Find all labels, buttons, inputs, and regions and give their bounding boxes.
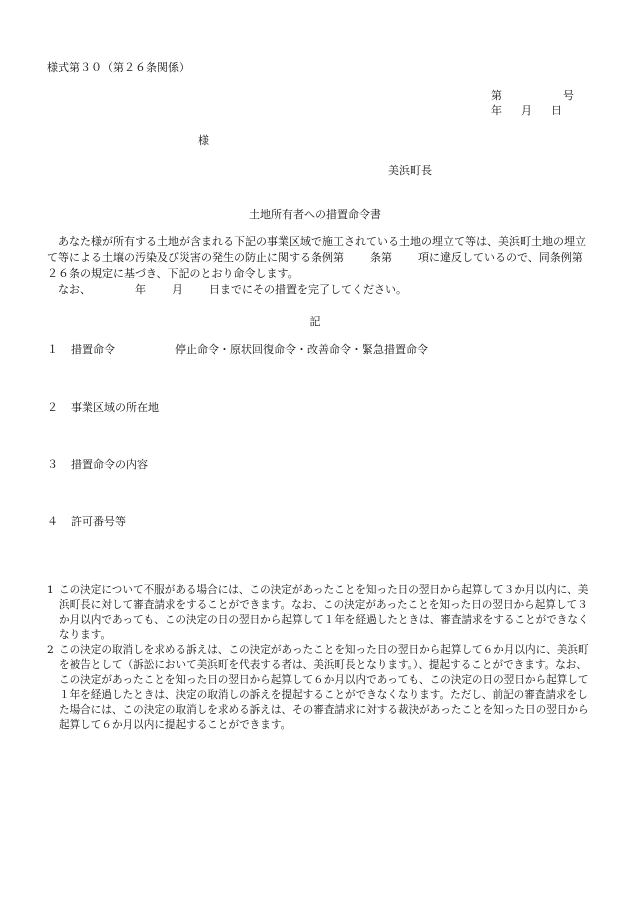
document-title: 土地所有者への措置命令書 [249, 208, 381, 221]
item-number: ４ [47, 515, 58, 528]
item-label: 措置命令 [71, 343, 115, 356]
item-1 [47, 342, 428, 358]
date-month-label: 月 [521, 104, 532, 117]
item-label: 事業区域の所在地 [71, 401, 159, 414]
body-p2-b: 年 [135, 282, 146, 296]
body-p2-c: 月 [172, 282, 183, 296]
date-year-label: 年 [491, 104, 502, 117]
doc-number-go: 号 [563, 89, 574, 102]
form-number: 様式第３０（第２６条関係） [47, 61, 190, 74]
date-day-label: 日 [551, 104, 562, 117]
body-p1-b: 条第 [370, 250, 392, 264]
doc-number-dai: 第 [491, 89, 502, 102]
item-number: ２ [47, 401, 58, 414]
item-number: １ [47, 343, 58, 356]
body-p1-c: 項に違反しているので、同条例第２６条の規定に基づき、下記のとおり命令します。 [47, 250, 583, 280]
body-text [47, 234, 587, 298]
item-2 [47, 400, 159, 416]
body-p1-a: あなた様が所有する土地が含まれる下記の事業区域で施工されている土地の埋立て等は、美浜町土地の埋立て等による土壌の汚染及び災害の発生の防止に関する条例第 [47, 235, 586, 264]
note-text: この決定の取消しを求める訴えは、この決定があったことを知った日の翌日から起算して６か月以内に、美浜町を被告として（訴訟において美浜町を代表する者は、美浜町長となります。）、提起することができます。なお、この決定があったことを知った日の翌日から起算して６か月以内であっても、この決定の日の翌日から起算して１年を経過したときは、決定の取消しの訴えを提起することができなくなります。ただし、前記の審査請求をした場合には、この決定の取消しを求める訴えは、その審査請求に対する裁決があったことを知った日の翌日から起算して６か月以内に提起することができます。 [59, 644, 589, 732]
note-number: 1 [47, 584, 54, 596]
document-number [491, 88, 574, 104]
ki-heading: 記 [309, 315, 321, 328]
notes-section [47, 583, 592, 733]
item-4 [47, 514, 126, 530]
addressee-suffix: 様 [198, 134, 209, 147]
note-text: この決定について不服がある場合には、この決定があったことを知った日の翌日から起算して３か月以内に、美浜町長に対して審査請求をすることができます。なお、この決定があったことを知った日の翌日から起算して３か月以内であっても、この決定の日の翌日から起算して１年を経過したときは、審査請求をすることができなくなります。 [59, 584, 589, 642]
note-2 [47, 643, 592, 733]
body-p2-d: 日までにその措置を完了してください。 [209, 282, 407, 296]
sender: 美浜町長 [388, 164, 432, 177]
body-paragraph-1 [47, 234, 587, 282]
note-1 [47, 583, 592, 643]
item-number: ３ [47, 458, 58, 471]
item-3 [47, 457, 148, 473]
note-number: 2 [47, 644, 54, 657]
document-date [491, 103, 562, 119]
item-label: 許可番号等 [71, 515, 126, 528]
body-p2-a: なお、 [58, 282, 91, 296]
item-value: 停止命令・原状回復命令・改善命令・緊急措置命令 [175, 343, 428, 356]
item-label: 措置命令の内容 [71, 458, 148, 471]
body-paragraph-2 [47, 282, 587, 298]
